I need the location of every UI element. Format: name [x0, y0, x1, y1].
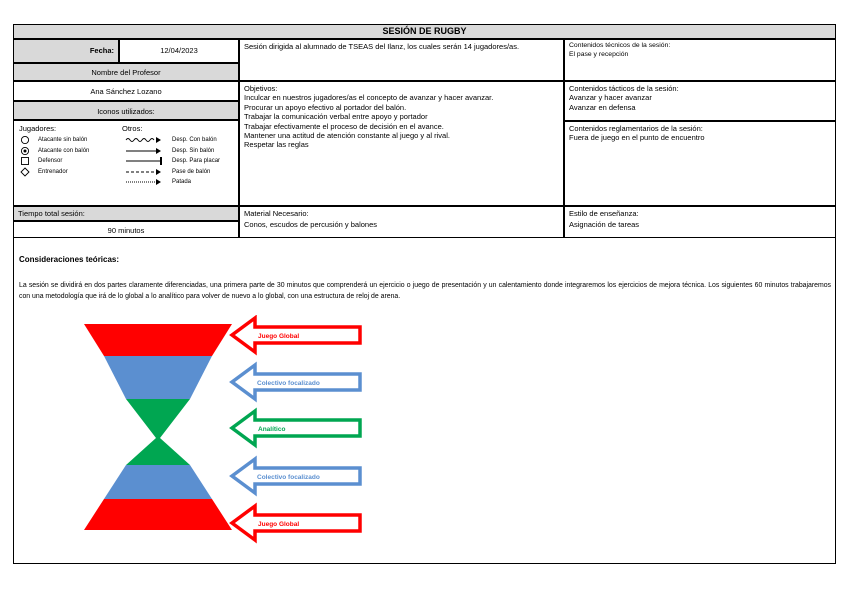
icon-legend [13, 120, 239, 206]
objetivo-item: Trabajar la comunicación verbal entre apoyo y portador [244, 112, 428, 122]
arrow-juego-global-top [232, 318, 360, 352]
objetivo-item: Procurar un apoyo efectivo al portador del balón. [244, 102, 407, 112]
tiempo-value: 90 minutos [13, 221, 239, 238]
hourglass-upper-blue [104, 356, 212, 399]
material-box [239, 206, 564, 238]
tactico-item: Avanzar en defensa [569, 102, 636, 112]
hourglass-middle-green [126, 399, 190, 465]
jugadores-list [18, 135, 124, 177]
objetivo-item: Respetar las reglas [244, 140, 309, 150]
diamond-icon [20, 167, 30, 177]
tactico-item: Avanzar y hacer avanzar [569, 93, 652, 103]
otros-label: Otros: [122, 124, 143, 133]
arrow-colectivo-top [232, 365, 360, 399]
hourglass-lower-blue [104, 465, 212, 499]
tecnicos-label: Contenidos técnicos de la sesión: [569, 42, 671, 49]
reglamentarios-label: Contenidos reglamentarios de la sesión: [569, 124, 703, 133]
wavy-arrow-icon [124, 135, 168, 145]
legend-item: Desp. Para placar [124, 156, 238, 167]
estilo-box [564, 206, 836, 238]
bar-arrow-icon [124, 156, 168, 166]
fecha-value: 12/04/2023 [119, 39, 239, 63]
objetivo-item: Inculcar en nuestros jugadores/as el concepto de avanzar y hacer avanzar. [244, 93, 494, 103]
legend-item: Patada [124, 177, 238, 188]
fecha-label: Fecha: [13, 39, 119, 63]
square-icon [20, 156, 30, 166]
contenidos-tacticos [564, 81, 836, 121]
legend-item: Entrenador [18, 167, 124, 178]
tiempo-label: Tiempo total sesión: [13, 206, 239, 221]
hourglass-bottom-red [84, 499, 232, 530]
arrow-label: Juego Global [258, 333, 300, 340]
objetivo-item: Trabajar efectivamente el proceso de decisión en el avance. [244, 121, 444, 131]
page-title: SESIÓN DE RUGBY [13, 24, 836, 39]
objetivos-label: Objetivos: [244, 84, 278, 93]
hourglass-top-red [84, 324, 232, 356]
profesor-label: Nombre del Profesor [13, 63, 239, 81]
arrow-juego-global-bottom [232, 506, 360, 540]
jugadores-label: Jugadores: [19, 124, 57, 133]
material-label: Material Necesario: [244, 209, 309, 218]
circle-dot-icon [20, 146, 30, 156]
session-description: Sesión dirigida al alumnado de TSEAS del Ilanz, los cuales serán 14 jugadores/as. [239, 39, 564, 81]
legend-item: Desp. Sin balón [124, 146, 238, 157]
objetivo-item: Mantener una actitud de atención constante al juego y al rival. [244, 131, 450, 141]
arrow-analitico [232, 411, 360, 445]
material-value: Conos, escudos de percusión y balones [244, 220, 378, 230]
contenidos-reglamentarios [564, 121, 836, 206]
tacticos-label: Contenidos tácticos de la sesión: [569, 84, 679, 93]
contenidos-tecnicos [564, 39, 836, 81]
arrow-label: Juego Global [258, 521, 300, 528]
objetivos-box [239, 81, 564, 206]
estilo-value: Asignación de tareas [569, 220, 640, 230]
otros-list [124, 135, 238, 188]
circle-icon [20, 135, 30, 145]
legend-item: Atacante con balón [18, 146, 124, 157]
estilo-label: Estilo de enseñanza: [569, 209, 639, 218]
arrow-label: Colectivo focalizado [257, 474, 320, 481]
profesor-value: Ana Sánchez Lozano [13, 81, 239, 101]
legend-item: Defensor [18, 156, 124, 167]
iconos-label: Iconos utilizados: [13, 101, 239, 120]
legend-item: Desp. Con balón [124, 135, 238, 146]
consideraciones-text: La sesión se dividirá en dos partes claramente diferenciadas, una primera parte de 30 minutos que comprenderá un ejercicio o juego de presentación y un calentamiento donde integraremos los ejercicios de mejora técnica. Los siguientes 60 minutos trabajaremos con una metodología que irá de lo global a lo analítico para volver de nuevo a lo global, con una estructura de reloj de arena. [19, 282, 831, 300]
solid-arrow-icon [124, 146, 168, 156]
arrow-label: Colectivo focalizado [257, 380, 320, 387]
dashed-arrow-icon [124, 167, 168, 177]
legend-item: Pase de balón [124, 167, 238, 178]
tecnicos-value: El pase y recepción [569, 50, 629, 58]
hourglass-diagram [80, 315, 380, 545]
reglamentarios-value: Fuera de juego en el punto de encuentro [569, 133, 705, 143]
arrow-colectivo-bottom [232, 459, 360, 493]
legend-item: Atacante sin balón [18, 135, 124, 146]
dotted-arrow-icon [124, 177, 168, 187]
arrow-label: Analítico [258, 426, 286, 433]
consideraciones-title: Consideraciones teóricas: [19, 255, 120, 264]
